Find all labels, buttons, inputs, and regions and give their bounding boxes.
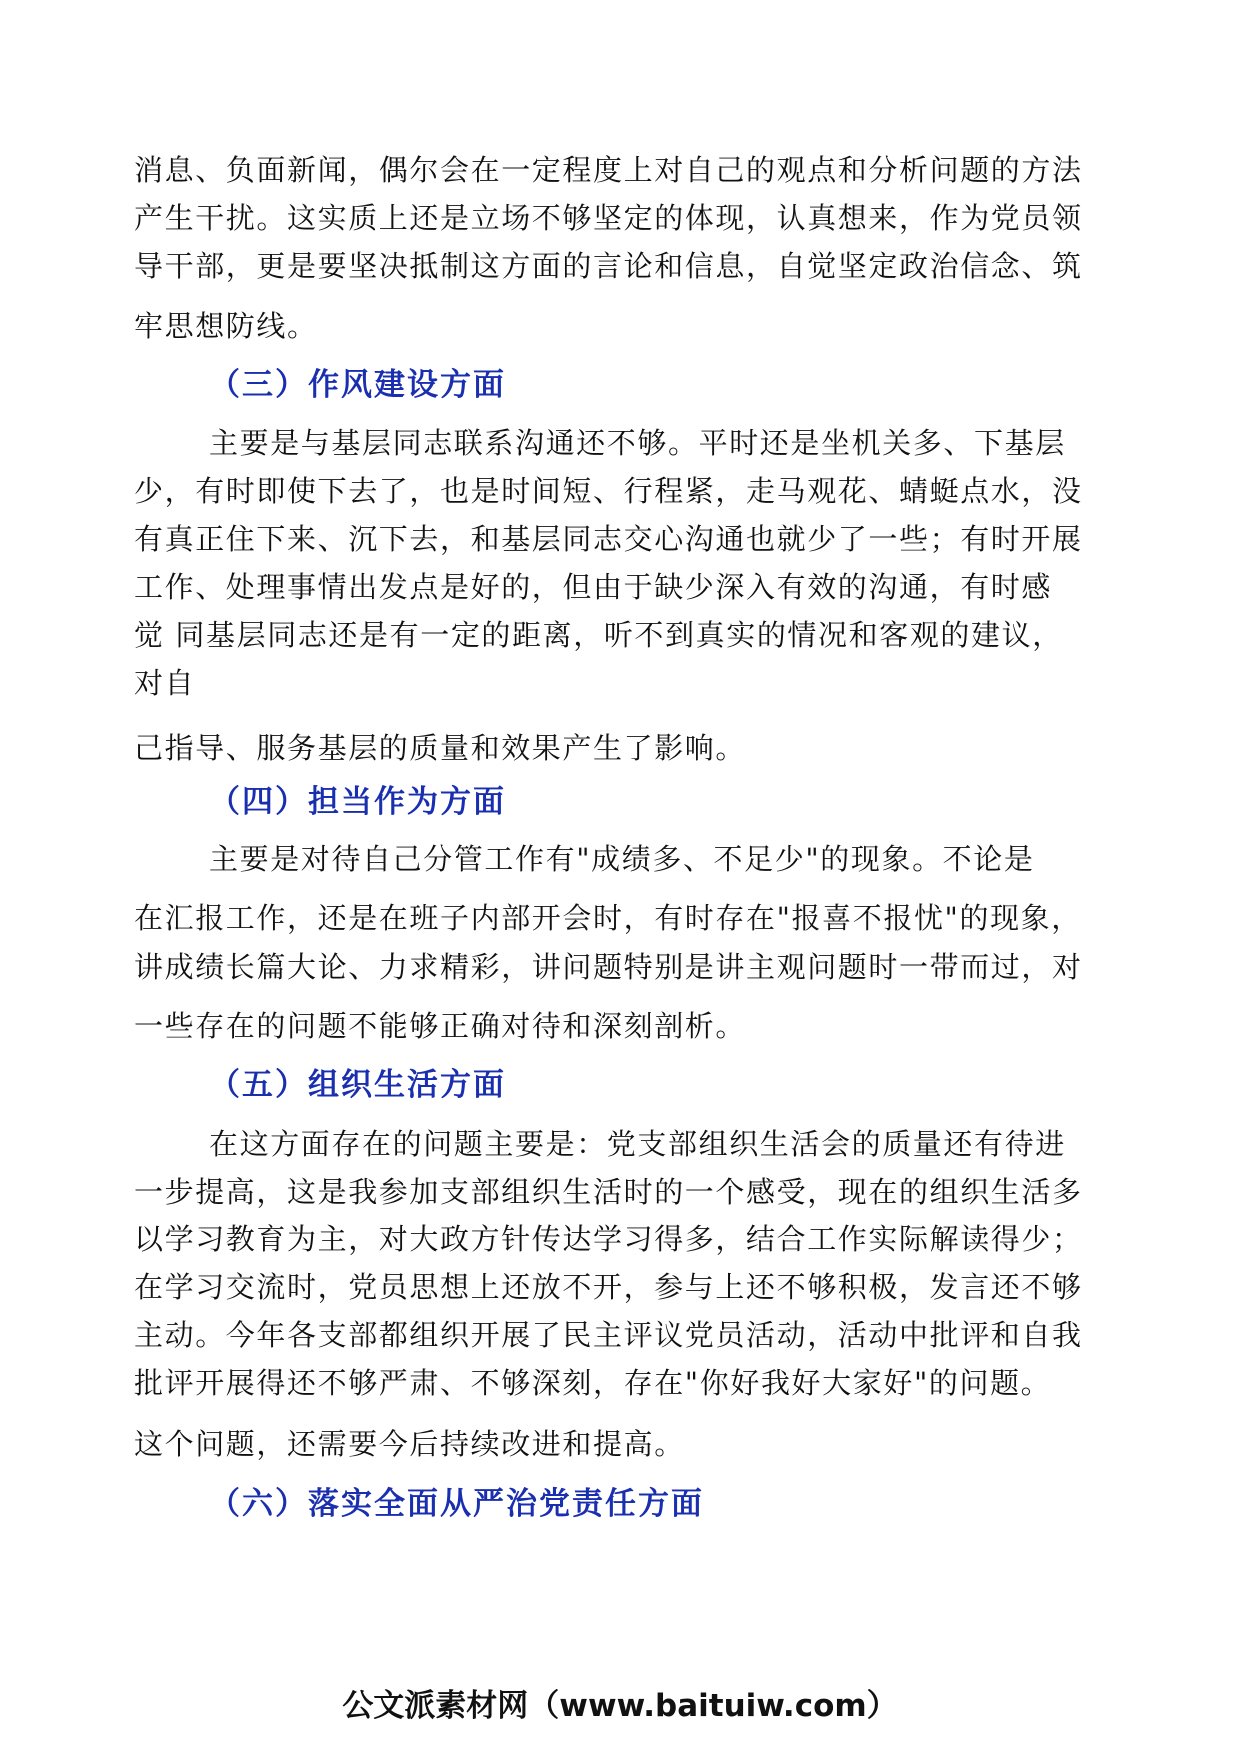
paragraph-line: 主要是对待自己分管工作有"成绩多、不足少"的现象。不论是 <box>209 842 1035 876</box>
paragraph-line: 在学习交流时，党员思想上还放不开，参与上还不够积极，发言还不够 <box>134 1270 1083 1304</box>
paragraph-line: 有真正住下来、沉下去，和基层同志交心沟通也就少了一些；有时开展 <box>134 522 1083 556</box>
paragraph-line: 一步提高，这是我参加支部组织生活时的一个感受，现在的组织生活多 <box>134 1175 1083 1209</box>
section-heading-6: （六）落实全面从严治党责任方面 <box>209 1486 704 1522</box>
section-heading-5: （五）组织生活方面 <box>209 1067 506 1103</box>
paragraph-line: 主动。今年各支部都组织开展了民主评议党员活动，活动中批评和自我 <box>134 1318 1083 1352</box>
paragraph-line: 导干部，更是要坚决抵制这方面的言论和信息，自觉坚定政治信念、筑 <box>134 249 1083 283</box>
paragraph-line: 少，有时即使下去了，也是时间短、行程紧，走马观花、蜻蜓点水，没 <box>134 474 1083 508</box>
paragraph-line: 工作、处理事情出发点是好的，但由于缺少深入有效的沟通，有时感 <box>134 570 1053 604</box>
paragraph-line: 消息、负面新闻，偶尔会在一定程度上对自己的观点和分析问题的方法 <box>134 153 1083 187</box>
paragraph-line: 己指导、服务基层的质量和效果产生了影响。 <box>134 731 747 765</box>
paragraph-line: 对自 <box>134 666 196 700</box>
paragraph-line: 主要是与基层同志联系沟通还不够。平时还是坐机关多、下基层 <box>209 426 1066 460</box>
paragraph-line: 觉 同基层同志还是有一定的距离，听不到真实的情况和客观的建议， <box>134 618 1063 652</box>
paragraph-line: 牢思想防线。 <box>134 309 318 343</box>
footer-watermark-text: 公文派素材网（www.baituiw.com） <box>342 1688 898 1724</box>
paragraph-line: 这个问题，还需要今后持续改进和提高。 <box>134 1427 685 1461</box>
paragraph-line: 在汇报工作，还是在班子内部开会时，有时存在"报喜不报忧"的现象， <box>134 901 1082 935</box>
paragraph-line: 在这方面存在的问题主要是：党支部组织生活会的质量还有待进 <box>209 1127 1066 1161</box>
paragraph-line: 批评开展得还不够严肃、不够深刻，存在"你好我好大家好"的问题。 <box>134 1366 1052 1400</box>
paragraph-line: 一些存在的问题不能够正确对待和深刻剖析。 <box>134 1009 747 1043</box>
paragraph-line: 产生干扰。这实质上还是立场不够坚定的体现，认真想来，作为党员领 <box>134 201 1083 235</box>
section-heading-3: （三）作风建设方面 <box>209 367 506 403</box>
paragraph-line: 以学习教育为主，对大政方针传达学习得多，结合工作实际解读得少； <box>134 1222 1083 1256</box>
section-heading-4: （四）担当作为方面 <box>209 784 506 820</box>
paragraph-line: 讲成绩长篇大论、力求精彩，讲问题特别是讲主观问题时一带而过，对 <box>134 950 1083 984</box>
